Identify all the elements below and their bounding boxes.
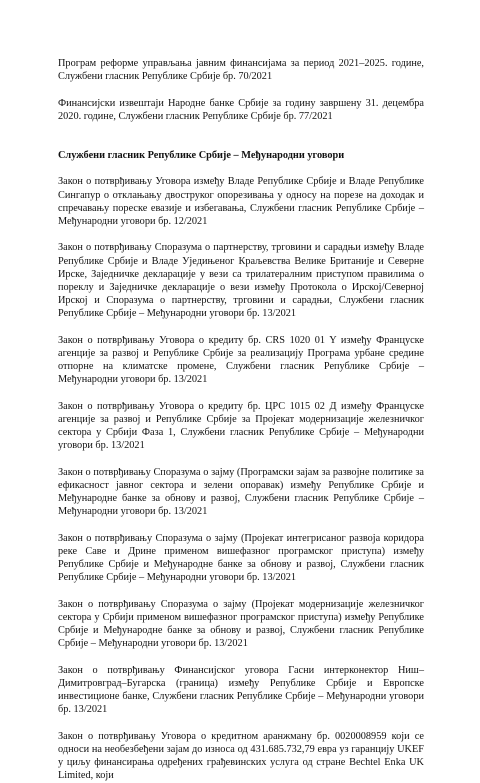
paragraph-ukef-credit-arrangement: Закон о потврђивању Уговора о кредитном аранжману бр. 0020008959 који се односи на необезбеђени зајам до износа од 431.685.732,79 евра уз гаранцију UKEF у циљу финансирања одређених грађевинских услуга од стране Bechtel Enka UK Limited, који	[58, 730, 424, 782]
paragraph-ibrd-sava-drina-loan: Закон о потврђивању Споразума о зајму (Пројекат интегрисаног развоја коридора реке Саве и Дрине применом вишефазног програмског приступа) између Републике Србије и Међународне банке за обнову и развој, Службени гласник Републике Србије – Међународни уговори бр. 13/2021	[58, 532, 424, 584]
paragraph-afd-credit-urban: Закон о потврђивању Уговора о кредиту бр. CRS 1020 01 Y између Француске агенције за развој и Републике Србије за реализацију Програма урбане средине отпорне на климатске промене, Службени гласник Републике Србије – Међународни уговори бр. 13/2021	[58, 334, 424, 386]
paragraph-ibrd-green-recovery-loan: Закон о потврђивању Споразума о зајму (Програмски зајам за развојне политике за ефикасност јавног сектора и зелени опоравак) између Републике Србије и Међународне банке за обнову и развој, Службени гласник Републике Србије – Међународни уговори бр. 13/2021	[58, 466, 424, 518]
paragraph-public-finance-reform: Програм реформе управљања јавним финансијама за период 2021–2025. године, Службени гласник Републике Србије бр. 70/2021	[58, 58, 424, 83]
paragraph-uk-partnership-agreement: Закон о потврђивању Споразума о партнерству, трговини и сарадњи између Владе Републике Србије и Владе Уједињеног Краљевства Велике Британије и Северне Ирске, Заједничке декларације у вези са трилатералним приступом правилима о пореклу и Заједничке декларације о вези између Протокола о Ирској/Северној Ирској и Споразума о партнерству, трговини и сарадњи, Службени гласник Републике Србије – Међународни уговори бр. 13/2021	[58, 242, 424, 320]
section-heading-international-agreements: Службени гласник Републике Србије – Међународни уговори	[58, 150, 345, 161]
paragraph-eib-gas-interconnector: Закон о потврђивању Финансијског уговора Гасни интерконектор Ниш–Димитровград–Бугарска (граница) између Републике Србије и Европске инвестиционе банке, Службени гласник Републике Србије – Међународни уговори бр. 13/2021	[58, 664, 424, 716]
paragraph-nbs-financial-statements: Финансијски извештаји Народне банке Србије за годину завршену 31. децембра 2020. године, Службени гласник Републике Србије бр. 77/2021	[58, 97, 424, 122]
paragraph-afd-credit-railway: Закон о потврђивању Уговора о кредиту бр. ЦРС 1015 02 Д између Француске агенције за развој и Републике Србије за Пројекат модернизације железничког сектора у Србији Фаза 1, Службени гласник Републике Србије – Међународни уговори бр. 13/2021	[58, 400, 424, 452]
document-page	[58, 57, 424, 783]
paragraph-ibrd-railway-loan: Закон о потврђивању Споразума о зајму (Пројекат модернизације железничког сектора у Србији применом вишефазног програмског приступа) између Републике Србије и Међународне банке за обнову и развој, Службени гласник Републике Србије – Међународни уговори бр. 13/2021	[58, 598, 424, 650]
paragraph-singapore-tax-treaty: Закон о потврђивању Уговора између Владе Републике Србије и Владе Републике Сингапур о отклањању двоструког опорезивања у односу на порезе на доходак и спречавању пореске евазије и избегавања, Службени гласник Републике Србије – Међународни уговори бр. 12/2021	[58, 176, 424, 227]
